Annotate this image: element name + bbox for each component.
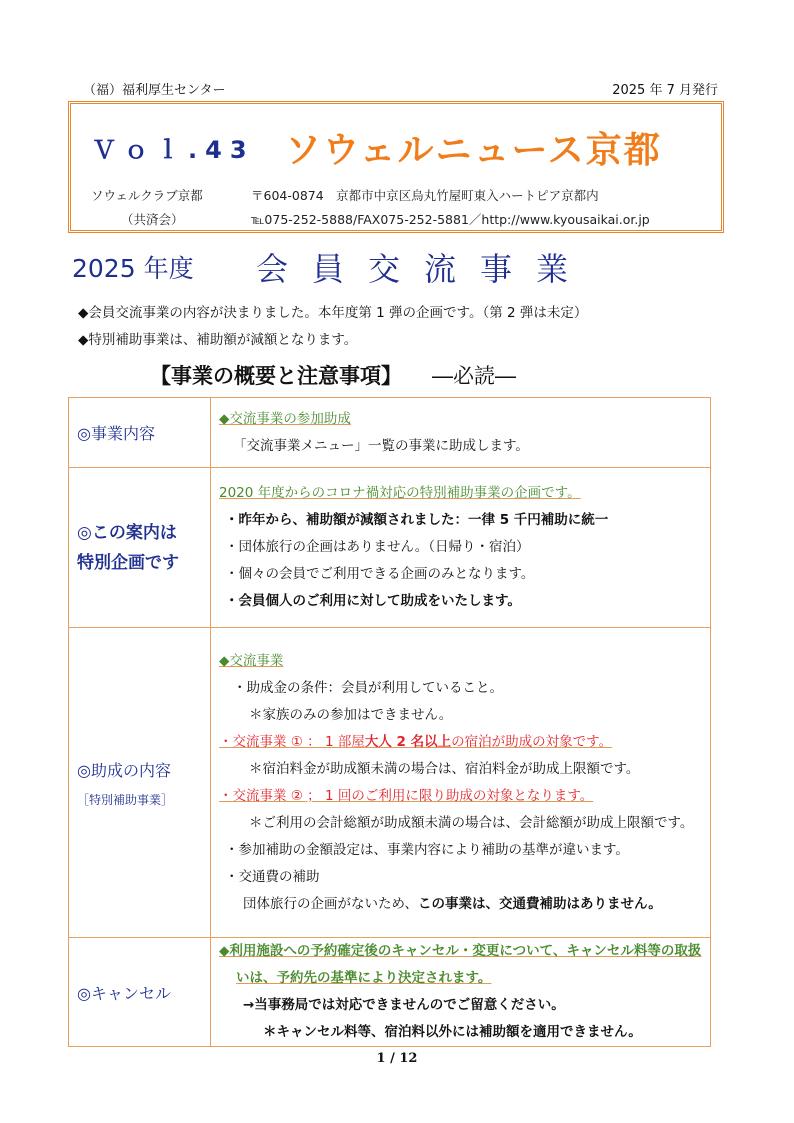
list-item — [219, 891, 704, 918]
postal-address: 〒604-0874 京都市中京区烏丸竹屋町東入ハートピア京都内 — [251, 188, 599, 203]
list-item: ・会員個人のご利用に対して助成をいたします。 — [225, 593, 521, 609]
table-row — [69, 628, 711, 938]
transport-note: 団体旅行の企画がないため、 — [243, 895, 418, 912]
newsletter-title: ソウェルニュース京都 — [285, 130, 662, 171]
special-label-line-1: ◎この案内は — [77, 522, 177, 543]
special-label-line-2: 特別企画です — [77, 552, 179, 573]
row-content-business — [211, 398, 711, 468]
list-item: ・個々の会員でご利用できる企画のみとなります。 — [225, 566, 535, 582]
list-item: ＊宿泊料金が助成額未満の場合は、宿泊料金が助成上限額です。 — [249, 760, 640, 777]
section-title-text: 【事業の概要と注意事項】 — [150, 364, 402, 388]
exchange-1-condition: 大人 2 名以上 — [364, 733, 452, 750]
organization-name: （福）福利厚生センター — [83, 83, 226, 98]
list-item: ・団体旅行の企画はありません。（日帰り・宿泊） — [225, 539, 530, 555]
row-content-cancel — [211, 938, 711, 1047]
table-row — [69, 938, 711, 1047]
page-heading: 会員交流事業 — [256, 250, 593, 288]
list-item: ＊ご利用の会計総額が助成額未満の場合は、会計総額が助成上限額です。 — [249, 814, 694, 831]
fiscal-year: 2025 年度 — [72, 254, 194, 283]
list-item: ◆交流事業の参加助成 — [219, 410, 351, 427]
row-label-special — [69, 468, 211, 628]
row-label-cancel: ◎キャンセル — [69, 938, 211, 1047]
list-item: ＊家族のみの参加はできません。 — [249, 706, 453, 723]
subsidy-label: ◎助成の内容 — [77, 760, 171, 780]
list-item: ◆交流事業 — [219, 652, 284, 669]
list-item — [219, 729, 704, 756]
list-item: →当事務局では対応できませんのでご留意ください。 — [243, 997, 565, 1013]
list-item: ・参加補助の金額設定は、事業内容により補助の基準が違います。 — [225, 841, 629, 858]
exchange-1-prefix: ・交流事業 ① ： 1 部屋 — [219, 733, 365, 750]
list-item: 「交流事業メニュー」一覧の事業に助成します。 — [233, 437, 529, 454]
row-label-subsidy — [69, 628, 211, 938]
row-label-business: ◎事業内容 — [69, 398, 211, 468]
list-item: 2020 年度からのコロナ禍対応の特別補助事業の企画です。 — [219, 485, 581, 501]
issue-date: 2025 年 7 月発行 — [612, 83, 718, 98]
page-number: 1 / 12 — [376, 1051, 418, 1066]
list-item: ＊キャンセル料等、宿泊料以外には補助額を適用できません。 — [263, 1024, 642, 1040]
exchange-1-suffix: の宿泊が助成の対象です。 — [451, 733, 613, 750]
intro-line-1: ◆会員交流事業の内容が決まりました。本年度第 1 弾の企画です。（第 2 弾は未定） — [78, 305, 588, 321]
table-row — [69, 398, 711, 468]
list-item: ・助成金の条件：会員が利用していること。 — [233, 679, 503, 696]
list-item: ・交通費の補助 — [225, 868, 320, 885]
section-title — [150, 360, 516, 390]
row-content-subsidy — [211, 628, 711, 938]
table-row — [69, 468, 711, 628]
kyosai-name: （共済会） — [121, 212, 184, 227]
info-table — [68, 397, 711, 1047]
transport-note-bold: この事業は、交通費補助はありません。 — [417, 895, 662, 912]
volume-number: Ｖｏｌ.43 — [92, 136, 255, 164]
intro-line-2: ◆特別補助事業は、補助額が減額となります。 — [78, 332, 358, 348]
must-read-label: ―必読― — [432, 364, 516, 388]
club-name: ソウェルクラブ京都 — [91, 188, 203, 203]
subsidy-sublabel: ［特別補助事業］ — [77, 792, 174, 807]
contact-info: ℡075-252-5888/FAX075-252-5881／http://www.kyousaikai.or.jp — [251, 212, 650, 227]
list-item: ・昨年から、補助額が減額されました：一律 5 千円補助に統一 — [225, 512, 609, 528]
list-item: ・交流事業 ② ； 1 回のご利用に限り助成の対象となります。 — [219, 787, 594, 804]
row-content-special — [211, 468, 711, 628]
masthead-box — [68, 101, 724, 233]
list-item: ◆利用施設への予約確定後のキャンセル・変更について、キャンセル料等の取扱いは、予約先の基準により決定されます。 — [219, 943, 702, 986]
